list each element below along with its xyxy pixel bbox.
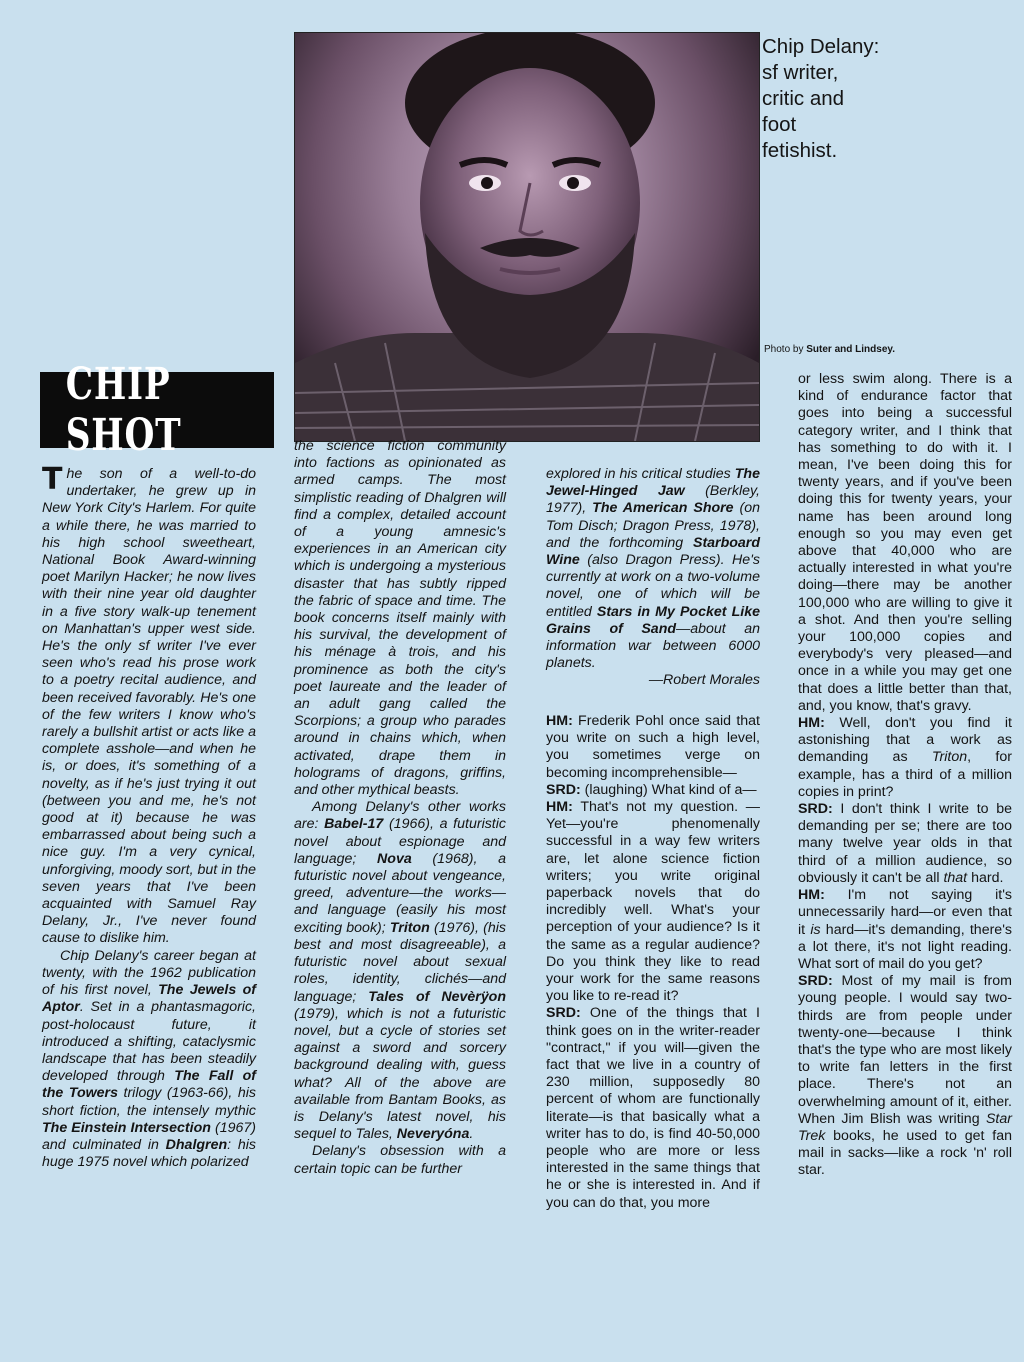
text-run: : his huge 1975 novel which polarized [42,1136,256,1171]
text-run: Frederik Pohl once said that you write on such a high level, you sometimes verge on becoming incomprehensible— [546,713,760,781]
interview-answer [546,1005,760,1211]
caption-line: Chip Delany: [762,35,880,58]
text-run: hard—it's demanding, there's a lot there, it's not light reading. What sort of mail do you get? [798,921,1012,972]
emphasis: that [943,869,968,886]
text-run: , for example, has a third of a million copies in print? [798,749,1012,800]
interview-answer [546,782,760,799]
intro-paragraph-4 [294,799,506,1143]
book-title: Neveryóna [396,1126,470,1143]
speaker-label: HM: [798,715,825,732]
portrait-photo [294,32,760,442]
portrait-illustration [295,33,759,441]
photo-credit [764,344,895,355]
interview-answer [798,973,1012,1179]
drop-cap: T [42,462,63,497]
interview-answer-continued: or less swim along. There is a kind of endurance factor that goes into being a successful category writer, and I think that has something to do with it. I mean, I've been doing this for twenty years, and if you've been doing this for twenty years, your name has been around long enough so you may even get above that 40,000 who are actually interested in what you're doing—there may be another 100,000 who are willing to give it a shot. And then you're selling your 100,000 copies and everybody's very pleased—and once in a while you may get one that does a little better than that, and, you know, that's gravy. [798,371,1012,714]
interview-column-4 [798,371,1012,1180]
book-title: Nova [377,850,412,867]
book-title: Starboard Wine [546,534,760,569]
book-title: The Einstein Intersection [42,1119,211,1136]
interview-question [798,715,1012,801]
text-run: Well, don't you find it astonishing that a work as demanding as [798,715,1012,766]
intro-paragraph-1 [42,462,256,948]
interview-question [546,799,760,1005]
text-run: . Set in a phantasmagoric, post-holocaust future, it introduced a shifting, cataclysmic landscape that has been steadily developed through [42,999,256,1085]
intro-column-2 [294,438,506,1178]
text-run: explored in his critical studies [546,466,735,482]
caption-line: foot [762,113,797,136]
interview-question [546,713,760,782]
interview-column-3 [546,713,760,1212]
text-run: . [469,1126,474,1143]
book-title: Triton [931,749,968,766]
speaker-label: SRD: [546,1005,581,1022]
book-title: The Jewel-Hinged Jaw [546,466,760,500]
intro-paragraph-3: the science fiction community into factions as opinionated as armed camps. The most simplistic reading of Dhalgren will find a complex, detailed account of a young amnesic's experiences in an American city which is undergoing a mysterious disaster that has subtly ripped the fabric of space and time. The book concerns itself mainly with his survival, the development of his ménage à trois, and his prominence as both the city's poet laureate and the leader of an adult gang called the Scorpions; a group who parades around in chains which, when activated, drape them in holograms of dragons, griffins, and other mythical beasts. [294,438,506,799]
caption-line: fetishist. [762,139,838,162]
intro-column-1 [42,462,257,1171]
interview-answer [798,801,1012,887]
text-run: Chip Delany's career began at twenty, with the 1962 publication of his first novel, [42,947,256,999]
text-run: I don't think I write to be demanding per se; there are too many twelve year olds in that third of a million audience, so obviously it can't be all [798,801,1012,886]
text-run: (laughing) What kind of a— [580,781,757,798]
book-title: The Jewels of Aptor [42,982,256,1016]
speaker-label: SRD: [798,973,833,990]
intro-paragraph-6 [546,466,760,672]
speaker-label: HM: [546,799,573,816]
text-run: (Berkley, 1977), [546,483,760,517]
text-run: That's not my question. —Yet—you're phenomenally successful in a way few writers are, let alone science fiction writers; you write original paperback novels that do incredibly well. What's your perception of your audience? Is it the same as a regular audience? Do you think they like to read your work for the same reasons you like to re-read it? [546,799,760,1005]
book-title: Tales of Nevèrÿon [368,988,506,1005]
intro-paragraph-5: Delany's obsession with a certain topic can be further [294,1143,506,1177]
text-run: (also Dragon Press). He's currently at work on a two-volume novel, one of which will be entitled [546,552,760,620]
interview-question [798,887,1012,973]
caption-line: critic and [762,87,845,110]
text-run: One of the things that I think goes on in the writer-reader "contract," if you will—given the fact that we live in a country of 230 million, supposedly 80 percent of whom are functionally literate—is that basically what a writer has to do, is find 40-50,000 people who are more or less interested in the same things that he or she is interested in. And if you can do that, you more [546,1005,760,1211]
text-run: (1967) and culminated in [42,1119,256,1153]
speaker-label: SRD: [798,801,833,818]
emphasis: is [810,921,821,938]
text-run: hard. [967,869,1004,886]
text-run: he son of a well-to-do undertaker, he grew up in New York City's Harlem. For quite a while there, he was married to his high school sweetheart, National Book Award-winning poet Marilyn Hacker; he now lives with their nine year old daughter in a five story walk-up tenement on Manhattan's upper west side. He's the only sf writer I've ever seen who's read his prose work to a poetry recital audience, and been received favorably. He's one of the few writers I know who's rarely a bullshit artist or acts like a complete asshole—and when he is, or does, it's something of a novelty, as if he's just trying it out (between you and me, he's not good at it) because he was embarrassed about being such a nice guy. I'm a very cynical, unforgiving, moody sort, but in the seven years that I've been acquainted with Samuel Ray Delany, Jr., I've never found cause to dislike him. [42,466,256,947]
credit-names: Suter and Lindsey. [806,344,895,355]
book-title: Babel-17 [324,816,384,833]
text-run: (on Tom Disch; Dragon Press, 1978), and the forthcoming [546,500,761,551]
book-title: Dhalgren [165,1136,228,1153]
text-run: trilogy (1963-66), his short fiction, the intensely mythic [42,1085,257,1119]
text-run: Most of my mail is from young people. I would say two-thirds are from people under twenty-one—because I think that's the type who are most likely to write fan letters in the first place. There's not an overwhelming amount of it, either. When Jim Blish was writing [798,973,1012,1127]
article-title: CHIP SHOT [65,359,182,461]
book-title: Star Trek [798,1110,1012,1144]
article-title-block [40,359,274,461]
book-title: Stars in My Pocket Like Grains of Sand [546,603,760,637]
caption-line: sf writer, [762,61,839,84]
credit-prefix: Photo by [764,344,804,355]
intro-paragraph-2 [42,948,256,1172]
text-run: books, he used to get fan mail in sacks—like a rock 'n' roll star. [798,1127,1012,1179]
text-run: I'm not saying it's unnecessarily hard—or even that it [798,887,1012,938]
book-title: The American Shore [592,500,734,517]
text-run: (1966), a futuristic novel about espionage and language; [294,816,506,867]
text-run: (1968), a futuristic novel about vengeance, greed, adventure—the works—and language (easily his most exciting book); [294,850,506,936]
book-title: Triton [389,919,430,936]
text-run: (1976), (his best and most disagreeable), a futuristic novel about sexual roles, identity, clichés—and language; [294,919,506,1005]
intro-column-3 [546,466,760,690]
byline: —Robert Morales [648,672,760,689]
book-title: The Fall of the Towers [42,1068,257,1102]
text-run: (1979), which is not a futuristic novel, but a cycle of stories set against a sword and sorcery background dealing with, guess what? All of the above are available from Bantam Books, as is Delany's latest novel, his sequel to Tales, [294,1005,506,1143]
speaker-label: HM: [546,713,573,729]
text-run: Among Delany's other works are: [294,799,506,833]
speaker-label: SRD: [546,781,581,798]
speaker-label: HM: [798,887,825,904]
text-run: —about an information war between 6000 planets. [546,620,761,672]
photo-caption [762,34,1012,164]
